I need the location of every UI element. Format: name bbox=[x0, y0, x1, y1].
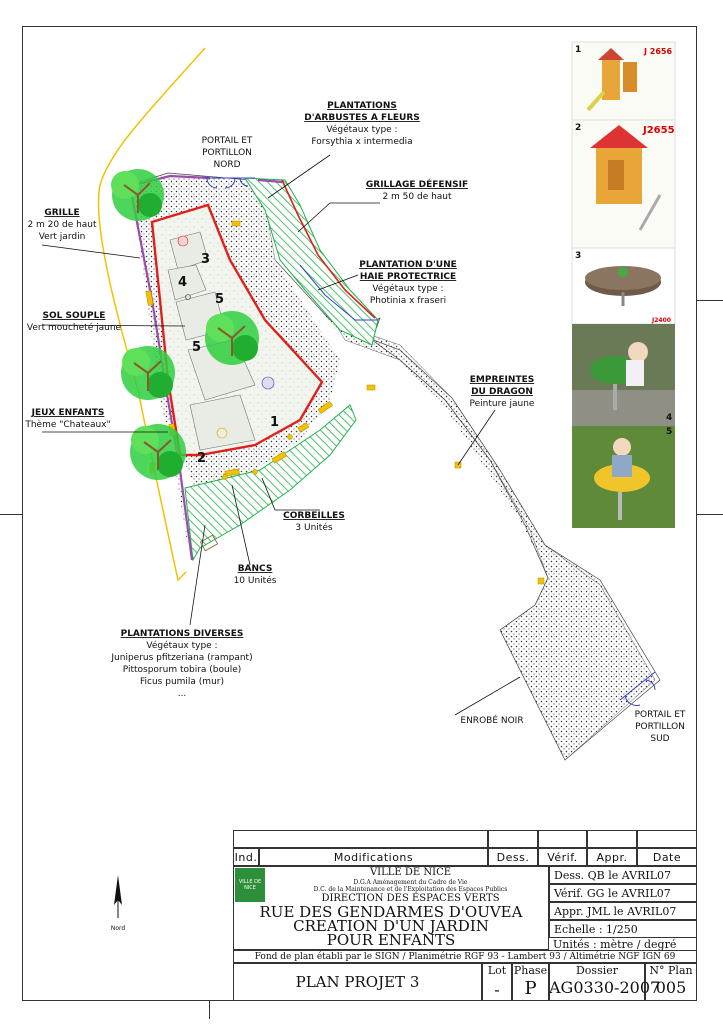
equipment-thumbnails bbox=[572, 42, 675, 528]
annotation-haie bbox=[359, 260, 457, 306]
svg-text:Vert moucheté jaune: Vert moucheté jaune bbox=[26, 323, 122, 333]
annotation-jeux bbox=[24, 408, 110, 430]
svg-text:DU DRAGON: DU DRAGON bbox=[471, 387, 533, 397]
svg-text:D'ARBUSTES A FLEURS: D'ARBUSTES A FLEURS bbox=[304, 113, 420, 123]
svg-text:Thème "Chateaux": Thème "Chateaux" bbox=[25, 420, 111, 430]
direction-text: DIRECTION DES ESPACES VERTS bbox=[321, 893, 500, 904]
dc-text: D.C. de la Maintenance et de l'Exploitation des Espaces Publics bbox=[313, 886, 508, 893]
svg-text:Peinture jaune: Peinture jaune bbox=[469, 399, 535, 409]
svg-text:2 m 50 de haut: 2 m 50 de haut bbox=[382, 192, 452, 202]
header-date: Date bbox=[637, 848, 697, 866]
project-title-line2: CREATION D'UN JARDIN bbox=[293, 917, 489, 935]
svg-text:5: 5 bbox=[666, 427, 673, 437]
annotation-grille bbox=[27, 208, 97, 242]
svg-text:PLANTATIONS: PLANTATIONS bbox=[327, 101, 397, 111]
svg-text:10 Unités: 10 Unités bbox=[233, 576, 277, 586]
tree bbox=[121, 346, 175, 400]
header-modifications: Modifications bbox=[259, 848, 488, 866]
dess-row: Dess. QB le AVRIL07 bbox=[549, 866, 697, 884]
svg-text:JEUX ENFANTS: JEUX ENFANTS bbox=[31, 408, 105, 418]
thumbnail-5 bbox=[572, 426, 675, 528]
svg-text:Vert jardin: Vert jardin bbox=[38, 232, 86, 242]
plan-number-label: N° Plan bbox=[649, 964, 693, 977]
city-name: VILLE DE NICE bbox=[369, 867, 452, 878]
header-appr: Appr. bbox=[587, 848, 637, 866]
revision-row-blank bbox=[233, 830, 488, 848]
svg-text:GRILLE: GRILLE bbox=[44, 208, 80, 218]
svg-text:Végétaux type :: Végétaux type : bbox=[326, 125, 398, 135]
tree bbox=[205, 311, 259, 365]
thumbnail-3 bbox=[572, 248, 675, 324]
north-label: Nord bbox=[110, 925, 126, 932]
svg-text:Ficus pumila (mur): Ficus pumila (mur) bbox=[140, 677, 224, 687]
annotation-grillage bbox=[366, 178, 468, 202]
tree bbox=[111, 169, 164, 221]
north-arrow bbox=[111, 875, 126, 932]
svg-text:HAIE PROTECTRICE: HAIE PROTECTRICE bbox=[359, 272, 457, 282]
annotation-sol-souple bbox=[27, 311, 122, 333]
svg-text:Forsythia x intermedia: Forsythia x intermedia bbox=[311, 137, 413, 147]
svg-text:2 m 20 de haut: 2 m 20 de haut bbox=[27, 220, 97, 230]
plan-number-value: 005 bbox=[655, 978, 687, 997]
project-title-line1: RUE DES GENDARMES D'OUVEA bbox=[259, 903, 523, 921]
annotation-plantations-diverses bbox=[110, 629, 252, 699]
svg-text:PORTAIL ET: PORTAIL ET bbox=[201, 136, 253, 146]
thumbnail-2 bbox=[572, 120, 675, 248]
svg-text:J 2656: J 2656 bbox=[644, 47, 673, 56]
lot-value: - bbox=[494, 980, 500, 999]
svg-text:4: 4 bbox=[666, 413, 673, 423]
svg-text:SOL SOUPLE: SOL SOUPLE bbox=[42, 311, 106, 321]
svg-text:Végétaux type :: Végétaux type : bbox=[372, 284, 444, 294]
annotation-bancs bbox=[234, 564, 277, 586]
revision-blank-cell bbox=[488, 830, 538, 848]
header-verif: Vérif. bbox=[538, 848, 587, 866]
svg-text:J2400: J2400 bbox=[652, 317, 671, 324]
svg-text:Végétaux type :: Végétaux type : bbox=[146, 641, 218, 651]
dga-text: D.G.A Aménagement du Cadre de Vie bbox=[353, 879, 468, 886]
plan-number: 5 bbox=[215, 292, 225, 307]
phase-value: P bbox=[524, 978, 537, 999]
svg-text:Pittosporum tobira (boule): Pittosporum tobira (boule) bbox=[122, 665, 242, 675]
svg-text:...: ... bbox=[177, 689, 187, 699]
title-block bbox=[233, 830, 697, 1001]
svg-text:Photinia x fraseri: Photinia x fraseri bbox=[369, 296, 447, 306]
nice-logo: VILLE DE NICE bbox=[235, 868, 265, 902]
annotation-plantations-arbustes bbox=[304, 101, 420, 147]
plan-number: 2 bbox=[197, 451, 207, 466]
svg-text:J2655: J2655 bbox=[643, 125, 675, 136]
svg-text:CORBEILLES: CORBEILLES bbox=[283, 511, 345, 521]
svg-text:EMPREINTES: EMPREINTES bbox=[469, 375, 535, 385]
header-dess: Dess. bbox=[488, 848, 538, 866]
annotation-empreintes bbox=[470, 375, 535, 409]
svg-text:2: 2 bbox=[575, 123, 582, 133]
lot-label: Lot bbox=[487, 964, 507, 977]
svg-text:3 Unités: 3 Unités bbox=[295, 523, 333, 533]
annotation-portail-sud bbox=[635, 710, 686, 744]
appr-row: Appr. JML le AVRIL07 bbox=[549, 902, 697, 920]
plan-number: 3 bbox=[201, 252, 211, 267]
svg-text:PLANTATIONS DIVERSES: PLANTATIONS DIVERSES bbox=[120, 629, 244, 639]
unites-row: Unités : mètre / degré bbox=[553, 938, 677, 951]
annotation-enrobe: ENROBÉ NOIR bbox=[460, 716, 524, 726]
svg-text:GRILLAGE DÉFENSIF: GRILLAGE DÉFENSIF bbox=[365, 180, 469, 190]
revision-blank-cell bbox=[538, 830, 587, 848]
annotation-portail-nord bbox=[202, 136, 253, 170]
svg-text:Juniperus pfitzeriana (rampant: Juniperus pfitzeriana (rampant) bbox=[111, 653, 253, 663]
plan-number: 4 bbox=[178, 275, 188, 290]
svg-text:BANCS: BANCS bbox=[237, 564, 273, 574]
thumbnail-4 bbox=[572, 324, 675, 426]
project-title-line3: POUR ENFANTS bbox=[326, 931, 456, 949]
svg-text:PORTILLON: PORTILLON bbox=[635, 722, 685, 732]
revision-blank-cell bbox=[637, 830, 697, 848]
svg-text:1: 1 bbox=[575, 45, 582, 55]
dossier-label: Dossier bbox=[575, 964, 619, 977]
thumbnail-1 bbox=[572, 42, 675, 120]
fond-de-plan: Fond de plan établi par le SIGN / Planimétrie RGF 93 - Lambert 93 / Altimétrie NGF IGN 69 bbox=[233, 950, 697, 963]
plan-number: 5 bbox=[192, 340, 202, 355]
svg-text:PORTILLON: PORTILLON bbox=[202, 148, 252, 158]
svg-text:PLANTATION D'UNE: PLANTATION D'UNE bbox=[359, 260, 457, 270]
annotation-corbeilles bbox=[283, 511, 345, 533]
verif-row: Vérif. GG le AVRIL07 bbox=[549, 884, 697, 902]
svg-text:NORD: NORD bbox=[213, 160, 241, 170]
dossier-value: AG0330-2007 bbox=[549, 978, 661, 997]
echelle-row: Echelle : 1/250 bbox=[549, 920, 697, 938]
revision-blank-cell bbox=[587, 830, 637, 848]
plan-number: 1 bbox=[270, 415, 280, 430]
phase-label: Phase bbox=[513, 964, 548, 977]
header-ind: Ind. bbox=[233, 848, 259, 866]
svg-text:SUD: SUD bbox=[650, 734, 670, 744]
svg-text:PORTAIL ET: PORTAIL ET bbox=[634, 710, 686, 720]
svg-text:3: 3 bbox=[575, 251, 582, 261]
plan-title: PLAN PROJET 3 bbox=[233, 963, 482, 1001]
